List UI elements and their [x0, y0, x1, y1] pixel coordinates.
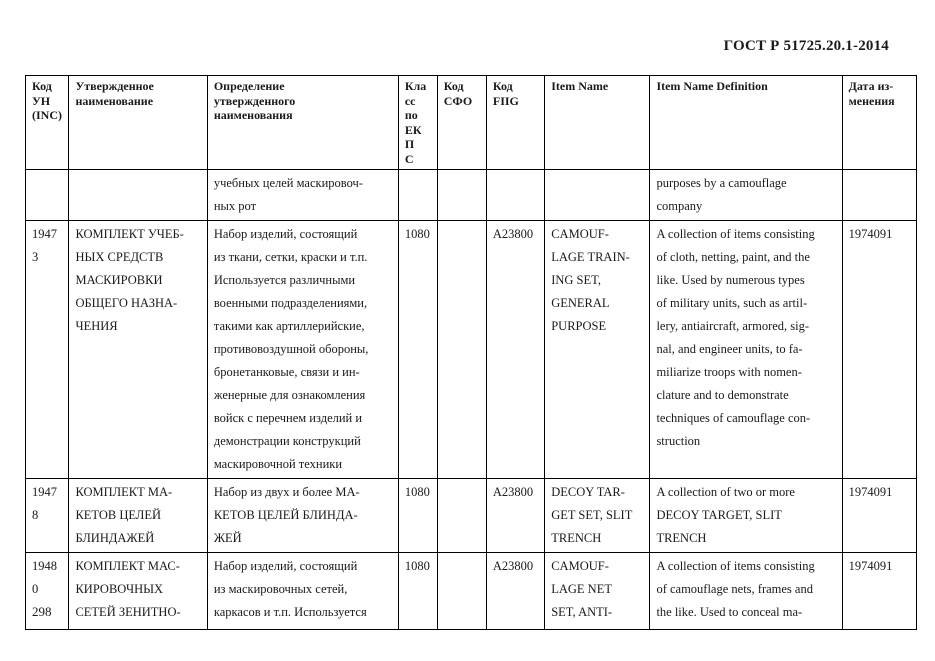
- cell-definition: Набор изделий, состоящий из маскировочных сетей, каркасов и т.п. Используется: [207, 553, 398, 630]
- table-row: [26, 170, 917, 221]
- cell-name: КОМПЛЕКТ МА- КЕТОВ ЦЕЛЕЙ БЛИНДАЖЕЙ: [69, 479, 207, 553]
- cell-inc: 19478: [26, 479, 69, 553]
- cell-class: 1080: [398, 479, 437, 553]
- cell-sfo: [437, 221, 486, 479]
- cell-date: 1974091: [842, 221, 916, 479]
- cell-sfo: [437, 479, 486, 553]
- header-approved-name: Утвержденное наименование: [69, 76, 207, 170]
- cell-class: 1080: [398, 221, 437, 479]
- catalog-table: [25, 75, 917, 630]
- cell-name: [69, 170, 207, 221]
- cell-name: КОМПЛЕКТ МАС- КИРОВОЧНЫХ СЕТЕЙ ЗЕНИТНО-: [69, 553, 207, 630]
- cell-item-definition: A collection of two or more DECOY TARGET, SLIT TRENCH: [650, 479, 842, 553]
- header-date: Дата из- менения: [842, 76, 916, 170]
- cell-item-name: CAMOUF- LAGE NET SET, ANTI-: [545, 553, 650, 630]
- cell-inc: [26, 170, 69, 221]
- header-sfo: Код СФО: [437, 76, 486, 170]
- cell-definition: Набор из двух и более МА- КЕТОВ ЦЕЛЕЙ БЛИНДА- ЖЕЙ: [207, 479, 398, 553]
- cell-sfo: [437, 170, 486, 221]
- cell-item-definition: purposes by a camouflage company: [650, 170, 842, 221]
- cell-date: 1974091: [842, 553, 916, 630]
- cell-inc: 19480: [26, 553, 69, 630]
- header-definition: Определение утвержденного наименования: [207, 76, 398, 170]
- cell-class: 1080: [398, 553, 437, 630]
- table-row: [26, 221, 917, 479]
- header-item-definition: Item Name Definition: [650, 76, 842, 170]
- cell-fiig: [486, 170, 544, 221]
- cell-item-name: CAMOUF- LAGE TRAIN- ING SET, GENERAL PURPOSE: [545, 221, 650, 479]
- cell-item-definition: A collection of items consisting of cloth, netting, paint, and the like. Used by numerous types of military units, such as artil- lery, antiaircraft, armored, sig- nal, and engineer units, to fa- miliarize troops with nomen- clature and to demonstrate techniques of camouflage con- struction: [650, 221, 842, 479]
- cell-definition: Набор изделий, состоящий из ткани, сетки, краски и т.п. Используется различными военными подразделениями, такими как артиллерийские, противовоздушной обороны, бронетанковые, связи и ин- женерные для ознакомления войск с перечнем изделий и демонстрации конструкций маскировочной техники: [207, 221, 398, 479]
- header-inc: Код УН (INC): [26, 76, 69, 170]
- cell-class: [398, 170, 437, 221]
- cell-item-name: [545, 170, 650, 221]
- cell-item-definition: A collection of items consisting of camouflage nets, frames and the like. Used to conceal ma-: [650, 553, 842, 630]
- cell-definition: учебных целей маскировоч- ных рот: [207, 170, 398, 221]
- cell-fiig: A23800: [486, 221, 544, 479]
- table-row: [26, 553, 917, 630]
- cell-date: 1974091: [842, 479, 916, 553]
- document-code: ГОСТ Р 51725.20.1-2014: [723, 38, 889, 54]
- table-header-row: [26, 76, 917, 170]
- header-fiig: Код FIIG: [486, 76, 544, 170]
- table-row: [26, 479, 917, 553]
- header-class: Класс по ЕКП С: [398, 76, 437, 170]
- header-item-name: Item Name: [545, 76, 650, 170]
- cell-fiig: A23800: [486, 479, 544, 553]
- cell-inc: 19473: [26, 221, 69, 479]
- cell-date: [842, 170, 916, 221]
- cell-sfo: [437, 553, 486, 630]
- cell-fiig: A23800: [486, 553, 544, 630]
- page-number: 298: [32, 604, 52, 619]
- cell-item-name: DECOY TAR- GET SET, SLIT TRENCH: [545, 479, 650, 553]
- cell-name: КОМПЛЕКТ УЧЕБ- НЫХ СРЕДСТВ МАСКИРОВКИ ОБЩЕГО НАЗНА- ЧЕНИЯ: [69, 221, 207, 479]
